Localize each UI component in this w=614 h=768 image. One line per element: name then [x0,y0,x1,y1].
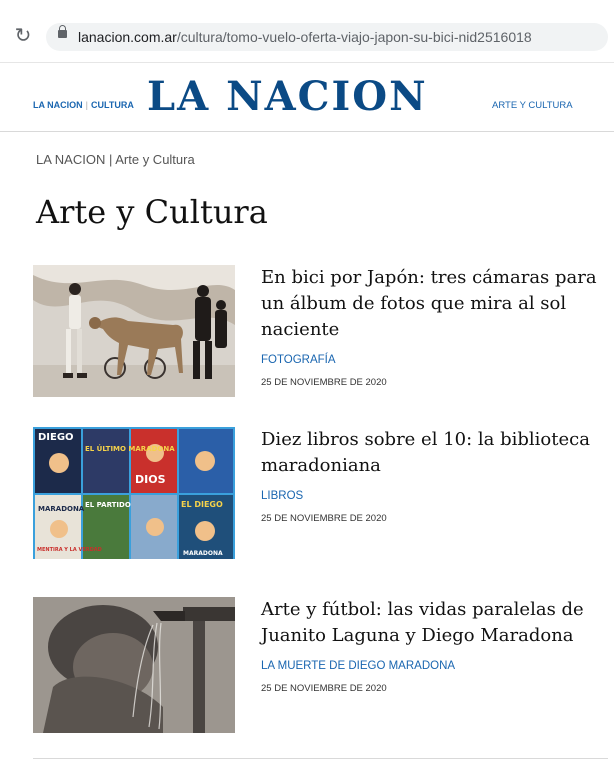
masthead-brand-section [33,100,134,110]
url-path: /cultura/tomo-vuelo-oferta-viajo-japon-su-bici-nid2516018 [176,29,532,45]
article-card[interactable] [33,427,613,562]
article-thumbnail[interactable] [33,427,235,559]
masthead-section-link[interactable]: CULTURA [91,100,134,110]
masthead-brand-link[interactable]: LA NACION [33,100,83,110]
article-category[interactable]: LIBROS [261,490,304,502]
browser-toolbar [0,0,614,63]
article-category[interactable]: FOTOGRAFÍA [261,354,336,366]
article-title[interactable]: Diez libros sobre el 10: la biblioteca maradoniana [261,429,590,476]
cyclists-deer-photo [33,265,235,397]
maradona-books-collage [33,427,235,559]
masthead-section-label[interactable]: ARTE Y CULTURA [492,100,573,111]
cover-text: MARADONA [38,505,85,513]
article-title[interactable]: En bici por Japón: tres cámaras para un álbum de fotos que mira al sol naciente [261,267,597,340]
lock-icon [58,30,67,38]
article-date: 25 DE NOVIEMBRE DE 2020 [261,683,387,694]
address-bar[interactable] [46,23,608,51]
cover-text: DIEGO [38,432,74,443]
site-logo[interactable]: LA NACION [147,73,428,120]
divider [33,758,608,759]
url-text[interactable] [78,29,532,45]
article-title[interactable]: Arte y fútbol: las vidas paralelas de Juanito Laguna y Diego Maradona [261,599,584,646]
masthead [0,63,614,132]
article-card[interactable] [33,597,613,732]
faucet-photo [33,597,235,733]
cover-text: MARADONA [183,550,223,557]
cover-text: EL DIEGO [181,500,223,509]
article-thumbnail[interactable] [33,265,235,397]
article-date: 25 DE NOVIEMBRE DE 2020 [261,513,387,524]
article-card[interactable] [33,265,613,400]
cover-text: EL PARTIDO [85,501,131,509]
reload-icon[interactable]: ↻ [14,25,32,47]
cover-text: EL ÚLTIMO MARADONA [85,445,175,453]
breadcrumb: LA NACION | Arte y Cultura [36,152,195,167]
cover-text: DIOS [135,473,166,486]
article-thumbnail[interactable] [33,597,235,733]
page-title: Arte y Cultura [36,193,268,231]
cover-text: MENTIRA Y LA VERDAD [37,547,102,553]
url-host: lanacion.com.ar [78,29,177,45]
article-date: 25 DE NOVIEMBRE DE 2020 [261,377,387,388]
masthead-separator: | [85,100,89,110]
article-category[interactable]: LA MUERTE DE DIEGO MARADONA [261,660,456,672]
